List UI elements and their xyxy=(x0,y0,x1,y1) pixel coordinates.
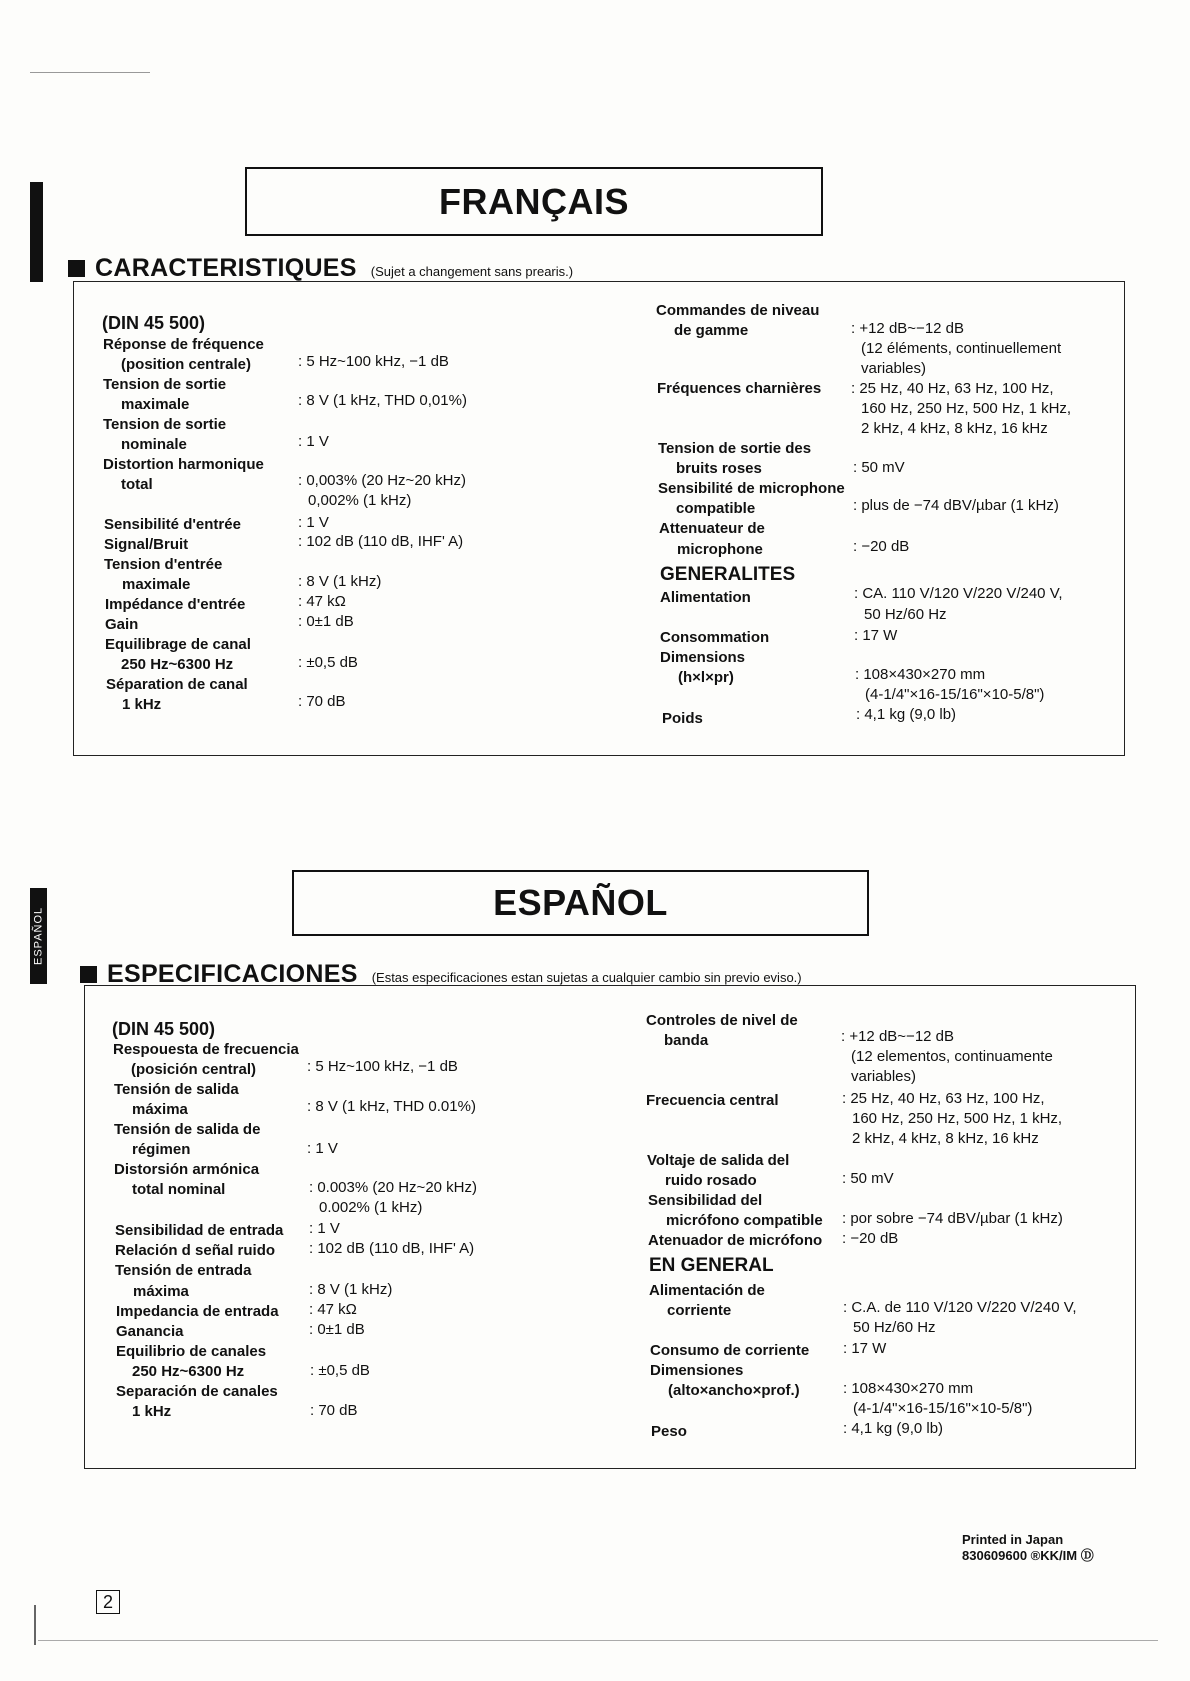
label: Sensibilité de microphone xyxy=(658,480,845,497)
french-section-heading xyxy=(68,254,573,283)
label: Sensibilidad de entrada xyxy=(115,1222,284,1239)
value: : 108×430×270 mm xyxy=(855,666,986,683)
label: (h×l×pr) xyxy=(678,669,734,686)
label: Gain xyxy=(105,616,139,633)
label: Sensibilité d'entrée xyxy=(104,516,241,533)
value: : 102 dB (110 dB, IHF' A) xyxy=(309,1240,475,1257)
value: : plus de −74 dBV/µbar (1 kHz) xyxy=(853,497,1059,514)
value: 50 Hz/60 Hz xyxy=(853,1319,936,1336)
label: Separación de canales xyxy=(116,1383,278,1400)
value: : 0±1 dB xyxy=(298,613,354,630)
value: : 70 dB xyxy=(310,1402,358,1419)
label: Distorsión armónica xyxy=(114,1161,260,1178)
label: Séparation de canal xyxy=(106,676,248,693)
label: Tension de sortie xyxy=(103,376,227,393)
label: máxima xyxy=(132,1101,188,1118)
value: variables) xyxy=(861,360,927,377)
value: : 0,003% (20 Hz~20 kHz) xyxy=(298,472,466,489)
label: Equilibrio de canales xyxy=(116,1343,267,1360)
label: Consommation xyxy=(660,629,770,646)
label: Impedancia de entrada xyxy=(116,1303,279,1320)
label: Commandes de niveau xyxy=(656,302,820,319)
label: Peso xyxy=(651,1423,687,1440)
label: 1 kHz xyxy=(132,1403,172,1420)
label: compatible xyxy=(676,500,756,517)
value: (12 elementos, continuamente xyxy=(851,1048,1053,1065)
label: total nominal xyxy=(132,1181,226,1198)
french-note: (Sujet a changement sans prearis.) xyxy=(370,264,574,279)
label: Tensión de entrada xyxy=(115,1262,252,1279)
label: Tensión de salida de xyxy=(114,1121,261,1138)
value: variables) xyxy=(851,1068,917,1085)
label: Signal/Bruit xyxy=(104,536,189,553)
value: 0,002% (1 kHz) xyxy=(308,492,412,509)
value: : 17 W xyxy=(843,1340,887,1357)
french-title: FRANÇAIS xyxy=(245,167,823,236)
value: : por sobre −74 dBV/µbar (1 kHz) xyxy=(842,1210,1063,1227)
label: ruido rosado xyxy=(665,1172,757,1189)
label: Tension de sortie des xyxy=(658,440,812,457)
label: maximale xyxy=(121,396,190,413)
label: Controles de nivel de xyxy=(646,1012,798,1029)
label: Impédance d'entrée xyxy=(105,596,246,613)
value: : 4,1 kg (9,0 lb) xyxy=(843,1420,944,1437)
left-edge-mark xyxy=(30,182,43,282)
label: Frecuencia central xyxy=(646,1092,779,1109)
label: Fréquences charnières xyxy=(657,380,822,397)
value: : CA. 110 V/120 V/220 V/240 V, xyxy=(854,585,1063,602)
value: 0.002% (1 kHz) xyxy=(319,1199,423,1216)
label: Consumo de corriente xyxy=(650,1342,810,1359)
value: (12 éléments, continuellement xyxy=(861,340,1062,357)
label: banda xyxy=(664,1032,709,1049)
french-din: (DIN 45 500) xyxy=(102,313,206,333)
value: : 25 Hz, 40 Hz, 63 Hz, 100 Hz, xyxy=(842,1090,1045,1107)
value: : 5 Hz~100 kHz, −1 dB xyxy=(298,353,449,370)
value: : 25 Hz, 40 Hz, 63 Hz, 100 Hz, xyxy=(851,380,1054,397)
value: (4-1/4"×16-15/16"×10-5/8") xyxy=(853,1400,1033,1417)
value: 160 Hz, 250 Hz, 500 Hz, 1 kHz, xyxy=(861,400,1072,417)
value: : 47 kΩ xyxy=(298,593,346,610)
label: Attenuateur de xyxy=(659,520,765,537)
value: : 50 mV xyxy=(842,1170,894,1187)
label: Tensión de salida xyxy=(114,1081,239,1098)
label: Dimensiones xyxy=(650,1362,744,1379)
value: (4-1/4"×16-15/16"×10-5/8") xyxy=(865,686,1045,703)
label: Atenuador de micrófono xyxy=(648,1232,823,1249)
value: : 17 W xyxy=(854,627,898,644)
label: (position centrale) xyxy=(121,356,252,373)
value: : 70 dB xyxy=(298,693,346,710)
spanish-heading: ESPECIFICACIONES xyxy=(107,960,358,988)
label: bruits roses xyxy=(676,460,762,477)
value: : 1 V xyxy=(309,1220,340,1237)
value: 2 kHz, 4 kHz, 8 kHz, 16 kHz xyxy=(852,1130,1039,1147)
value: 160 Hz, 250 Hz, 500 Hz, 1 kHz, xyxy=(852,1110,1063,1127)
value: : 0.003% (20 Hz~20 kHz) xyxy=(309,1179,477,1196)
value: : 4,1 kg (9,0 lb) xyxy=(856,706,957,723)
label: (posición central) xyxy=(131,1061,257,1078)
label: de gamme xyxy=(674,322,749,339)
printed-in-japan: Printed in Japan xyxy=(962,1532,1064,1547)
value: : C.A. de 110 V/120 V/220 V/240 V, xyxy=(843,1299,1077,1316)
label: Sensibilidad del xyxy=(648,1192,763,1209)
value: : ±0,5 dB xyxy=(310,1362,370,1379)
label: Réponse de fréquence xyxy=(103,336,264,353)
section-bullet-icon xyxy=(68,260,85,277)
value: : 5 Hz~100 kHz, −1 dB xyxy=(307,1058,458,1075)
bottom-left-scan-line xyxy=(34,1605,36,1645)
bottom-scan-line xyxy=(38,1640,1158,1641)
print-code: 830609600 ®KK/IM Ⓓ xyxy=(962,1548,1094,1563)
top-scan-line xyxy=(30,72,150,73)
label: Dimensions xyxy=(660,649,746,666)
label: (alto×ancho×prof.) xyxy=(668,1382,800,1399)
label: Ganancia xyxy=(116,1323,184,1340)
value: : 1 V xyxy=(298,433,329,450)
label: Equilibrage de canal xyxy=(105,636,251,653)
espanol-side-tab: ESPAÑOL xyxy=(30,888,47,984)
label: Respouesta de frecuencia xyxy=(113,1041,299,1058)
value: : ±0,5 dB xyxy=(298,654,358,671)
label: Relación d señal ruido xyxy=(115,1242,276,1259)
value: : 1 V xyxy=(307,1140,338,1157)
label: maximale xyxy=(122,576,191,593)
value: : 8 V (1 kHz, THD 0,01%) xyxy=(298,392,467,409)
value: : 8 V (1 kHz, THD 0.01%) xyxy=(307,1098,476,1115)
value: : 102 dB (110 dB, IHF' A) xyxy=(298,533,464,550)
value: : 8 V (1 kHz) xyxy=(309,1281,393,1298)
label: Tension d'entrée xyxy=(104,556,223,573)
label: Alimentación de xyxy=(649,1282,765,1299)
label: 250 Hz~6300 Hz xyxy=(132,1363,245,1380)
page-number: 2 xyxy=(96,1590,120,1614)
label: Poids xyxy=(662,710,703,727)
value: : 108×430×270 mm xyxy=(843,1380,974,1397)
value: : 50 mV xyxy=(853,459,905,476)
spanish-note: (Estas especificaciones estan sujetas a cualquier cambio sin previo eviso.) xyxy=(371,970,802,985)
value: : 0±1 dB xyxy=(309,1321,365,1338)
french-general-heading: GENERALITES xyxy=(660,564,796,585)
value: : 1 V xyxy=(298,514,329,531)
label: Alimentation xyxy=(660,589,751,606)
french-heading: CARACTERISTIQUES xyxy=(95,254,357,282)
spanish-title: ESPAÑOL xyxy=(292,870,869,936)
label: régimen xyxy=(132,1141,191,1158)
label: Distortion harmonique xyxy=(103,456,264,473)
label: 1 kHz xyxy=(122,696,162,713)
spanish-general-heading: EN GENERAL xyxy=(649,1255,774,1276)
value: : −20 dB xyxy=(842,1230,899,1247)
value: : 8 V (1 kHz) xyxy=(298,573,382,590)
label: microphone xyxy=(677,541,763,558)
label: máxima xyxy=(133,1283,189,1300)
value: : +12 dB~−12 dB xyxy=(851,320,965,337)
label: micrófono compatible xyxy=(666,1212,823,1229)
value: 2 kHz, 4 kHz, 8 kHz, 16 kHz xyxy=(861,420,1048,437)
label: nominale xyxy=(121,436,187,453)
value: : −20 dB xyxy=(853,538,910,555)
value: : +12 dB~−12 dB xyxy=(841,1028,955,1045)
label: Tension de sortie xyxy=(103,416,227,433)
section-bullet-icon xyxy=(80,966,97,983)
label: total xyxy=(121,476,153,493)
value: : 47 kΩ xyxy=(309,1301,357,1318)
spanish-din: (DIN 45 500) xyxy=(112,1019,216,1039)
label: corriente xyxy=(667,1302,732,1319)
value: 50 Hz/60 Hz xyxy=(864,606,947,623)
label: 250 Hz~6300 Hz xyxy=(121,656,234,673)
label: Voltaje de salida del xyxy=(647,1152,790,1169)
